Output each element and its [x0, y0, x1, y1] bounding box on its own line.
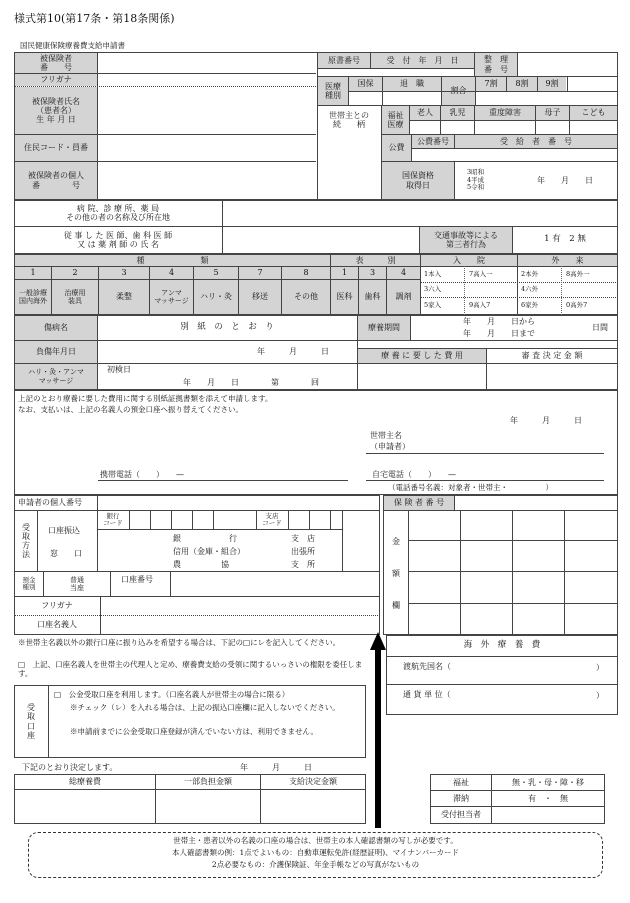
total-label: 総療養費: [69, 777, 101, 787]
period-from: 年 月 日から: [463, 317, 535, 327]
application-text-2: なお、支払いは、上記の名義人の預金口座へ振り替えてください。: [18, 405, 243, 414]
holder-label: 口座名義人: [37, 620, 77, 630]
application-date: 年 月 日: [510, 416, 582, 425]
bank-type-3: 農 協: [173, 560, 229, 569]
hospital-label: 病 院、診 療 所、薬 局 その他の者の名称及び所在地: [66, 203, 170, 222]
pct8-label: 8割: [507, 77, 537, 91]
footer-line-2: 本人確認書類の例：1点でよいもの：自動車運転免許(経歴証明)、マイナンバーカード: [172, 847, 459, 857]
holder-furigana-label: フリガナ: [41, 601, 73, 611]
insured-no-label: 被保険者 番 号: [15, 53, 97, 73]
home-phone[interactable]: 自宅電話（ ） —: [372, 470, 456, 479]
orig-no-label: 原書番号: [318, 53, 370, 68]
fukushi-status-value[interactable]: 無・乳・母・障・移: [512, 777, 584, 787]
type-soguchi[interactable]: 治療用 装具: [52, 280, 98, 314]
partial-label: 一部負担金額: [184, 777, 232, 787]
ref-no-label: 整 理 番 号: [475, 53, 517, 76]
type-num-8: 8: [282, 267, 330, 279]
wariai-label: 割合: [442, 77, 475, 105]
type-num-2: 2: [52, 267, 98, 279]
footer-line-1: 世帯主・患者以外の名義の口座の場合は、世帯主の本人確認書類の写しが必要です。: [173, 835, 458, 845]
decision-date: 年 月 日: [240, 763, 312, 772]
furikomi-option[interactable]: 口座振込: [48, 526, 80, 535]
pct7-label: 7割: [476, 77, 506, 91]
mobile-phone[interactable]: 携帯電話（ ） —: [100, 470, 184, 479]
overseas-currency-close: ）: [596, 691, 604, 700]
gairai-header: 外 来: [518, 255, 617, 266]
nyuin-5[interactable]: 5家入: [424, 301, 442, 310]
type-num-7: 7: [239, 267, 281, 279]
nyuin-header: 入 院: [421, 255, 517, 266]
first-exam-date: 年 月 日 第 回: [183, 378, 319, 388]
type-jusei[interactable]: 柔整: [99, 280, 149, 314]
first-exam-label: 初検日: [107, 365, 131, 375]
branch-code-label: 支店 コード: [262, 511, 282, 527]
account-no-label: 口座番号: [121, 575, 153, 584]
kohi-label: 公費: [382, 135, 411, 161]
boshi-label: 母子: [536, 106, 569, 120]
amount-frame: [383, 495, 618, 635]
nyuin-3[interactable]: 3六入: [424, 284, 442, 293]
form-number: 様式第10(第17条・第18条関係): [14, 12, 175, 25]
personal-no-input[interactable]: [99, 163, 315, 198]
insured-name-input[interactable]: [99, 88, 315, 133]
traffic-value[interactable]: 1 有 2 無: [544, 234, 586, 245]
bank-type-2: 信用（金庫・組合）: [173, 547, 245, 556]
injury-label: 負傷年月日: [15, 341, 97, 363]
shikaku-label: 国保資格 取得日: [382, 162, 454, 199]
era-options: 3昭和 4平成 5令和: [467, 168, 485, 192]
application-text-1: 上記のとおり療養に要した費用に関する別紙証拠書類を添えて申請します。: [18, 394, 273, 403]
hyo-num-1: 1: [331, 267, 358, 279]
nyuin-7[interactable]: 7高入一: [469, 269, 493, 278]
branch-type-2: 出張所: [291, 547, 315, 556]
applicant-personal-no-label: 申請者の個人番号: [18, 498, 82, 508]
method-label: 受 取 方 法: [22, 522, 30, 560]
hyo-ika[interactable]: 医科: [331, 280, 358, 314]
deposit-type-options[interactable]: 普通 当座: [70, 575, 84, 592]
disease-label: 傷病名: [15, 316, 97, 340]
bank-code-label: 銀行 コード: [103, 511, 123, 527]
decision-label: 下記のとおり決定します。: [22, 763, 118, 772]
kokuho-label: 国保: [349, 77, 382, 91]
jusho-label: 重度障害: [475, 106, 535, 120]
koukin-note-2: ※申請前までに公金受取口座登録が済んでいない方は、利用できません。: [70, 727, 318, 736]
jukyu-no-label: 受 給 者 番 号: [455, 135, 617, 148]
bank-type-1: 銀 行: [173, 534, 237, 543]
personal-no-label: 被保険者の個人 番 号: [15, 162, 97, 199]
kohi-no-label: 公費番号: [412, 135, 454, 148]
furigana-label: フリガナ: [15, 74, 97, 86]
footer-line-3: 2点必要なもの：介護保険証、年金手帳などの写真がないもの: [211, 859, 420, 869]
payment-label: 支給決定金額: [289, 777, 337, 787]
shikaku-date: 年 月 日: [537, 175, 593, 185]
resident-code-input[interactable]: [99, 136, 315, 160]
gairai-6[interactable]: 6家外: [521, 301, 539, 310]
gairai-4[interactable]: 4六外: [521, 284, 539, 293]
fukushi-status-label: 福祉: [453, 777, 469, 787]
amount-ran: 欄: [392, 601, 400, 611]
fukushi-label: 福祉 医療: [382, 106, 409, 134]
rojin-label: 老人: [410, 106, 440, 120]
amount-gaku: 額: [392, 569, 400, 579]
type-num-5: 5: [194, 267, 238, 279]
traffic-label: 交通事故等による 第三者行為: [420, 227, 512, 253]
pct9-label: 9割: [538, 77, 566, 91]
resident-code-label: 住民コード・員番: [15, 135, 97, 161]
injury-date: 年 月 日: [257, 347, 329, 357]
period-to: 年 月 日まで: [463, 329, 535, 339]
phone-note: （電話番号名義：対象者・世帯主・ ）: [388, 483, 553, 492]
nyuin-1[interactable]: 1本入: [424, 269, 442, 278]
koukin-note-1: ※チェック（レ）を入れる場合は、上記の振込口座欄に記入しないでください。: [70, 703, 340, 712]
insured-no-input[interactable]: [99, 54, 315, 72]
amount-kin: 金: [392, 537, 400, 547]
type-iso[interactable]: 移送: [239, 280, 281, 314]
received-label: 受 付 年 月 日: [371, 53, 474, 68]
koukin-option[interactable]: □ 公金受取口座を利用します。（口座名義人が世帯主の場合に限る）: [54, 690, 290, 699]
type-num-1: 1: [15, 267, 51, 279]
nyuji-label: 乳児: [441, 106, 474, 120]
hari-label: ハリ・灸・アンマ マッサージ: [15, 364, 97, 389]
head-name-label: 世帯主名 （申請者）: [370, 431, 410, 451]
staff-label: 受付担当者: [441, 810, 481, 820]
overseas-dest[interactable]: 渡航先国名（: [403, 662, 451, 671]
taishoku-label: 退 職: [383, 77, 441, 91]
overseas-dest-close: ）: [596, 663, 604, 672]
hyo-num-3: 3: [359, 267, 386, 279]
doctor-label: 従 事 し た 医 師、歯 科 医 師 又 は 薬 剤 師 の 氏 名: [63, 230, 173, 249]
period-days: 日間: [592, 323, 608, 333]
kodomo-label: こども: [570, 106, 617, 120]
relation-label: 世帯主との 続 柄: [329, 110, 369, 129]
disease-value: 別 紙 の と お り: [180, 322, 274, 333]
medical-type-label: 医療 種別: [318, 77, 348, 105]
deposit-type-label: 預金 種別: [22, 575, 36, 591]
hyo-chozai[interactable]: 調剤: [387, 280, 420, 314]
type-anma[interactable]: アンマ マッサージ: [150, 280, 193, 314]
decision-amount-label: 審 査 決 定 金 額: [521, 351, 583, 361]
tainou-value[interactable]: 有 ・ 無: [528, 793, 568, 803]
hyo-num-4: 4: [387, 267, 420, 279]
type-ippan[interactable]: 一般診療 国内海外: [15, 280, 51, 314]
type-num-3: 3: [99, 267, 149, 279]
hyo-shika[interactable]: 歯科: [359, 280, 386, 314]
overseas-currency[interactable]: 通 貨 単 位（: [403, 690, 451, 699]
shurui-header: 種 類: [15, 255, 330, 266]
branch-type-3: 支 所: [291, 560, 315, 569]
gairai-0[interactable]: 0高外7: [566, 301, 588, 310]
koukin-label: 受 取 口 座: [27, 703, 35, 740]
type-hari[interactable]: ハリ・灸: [194, 280, 238, 314]
up-arrow-icon: [368, 630, 388, 830]
insured-name-label: 被保険者氏名 （患者名） 生 年 月 日: [15, 87, 97, 134]
overseas-title: 海 外 療 養 費: [463, 640, 541, 651]
nyuin-9[interactable]: 9高入7: [469, 301, 491, 310]
branch-type-1: 支 店: [291, 534, 315, 543]
tainou-label: 滞納: [453, 793, 469, 803]
note-2: □ 上記、口座名義人を世帯主の代理人と定め、療養費支給の受領に関するいっさいの権限を委任します。: [18, 660, 363, 679]
insurer-no-label: 保 険 者 番 号: [384, 496, 454, 510]
type-num-4: 4: [150, 267, 193, 279]
form-title: 国民健康保険療養費支給申請書: [20, 41, 125, 50]
period-label: 療養期間: [358, 316, 410, 340]
note-1: ※世帯主名義以外の銀行口座に振り込みを希望する場合は、下記の□にレを記入してください。: [18, 638, 341, 647]
hyobetsu-header: 表 別: [331, 255, 420, 266]
gairai-8[interactable]: 8高外一: [566, 269, 590, 278]
cost-label: 療 養 に 要 し た 費 用: [358, 349, 486, 363]
type-sonota[interactable]: その他: [282, 280, 330, 314]
madoguchi-option[interactable]: 窓 口: [50, 549, 82, 558]
gairai-2[interactable]: 2本外: [521, 269, 539, 278]
